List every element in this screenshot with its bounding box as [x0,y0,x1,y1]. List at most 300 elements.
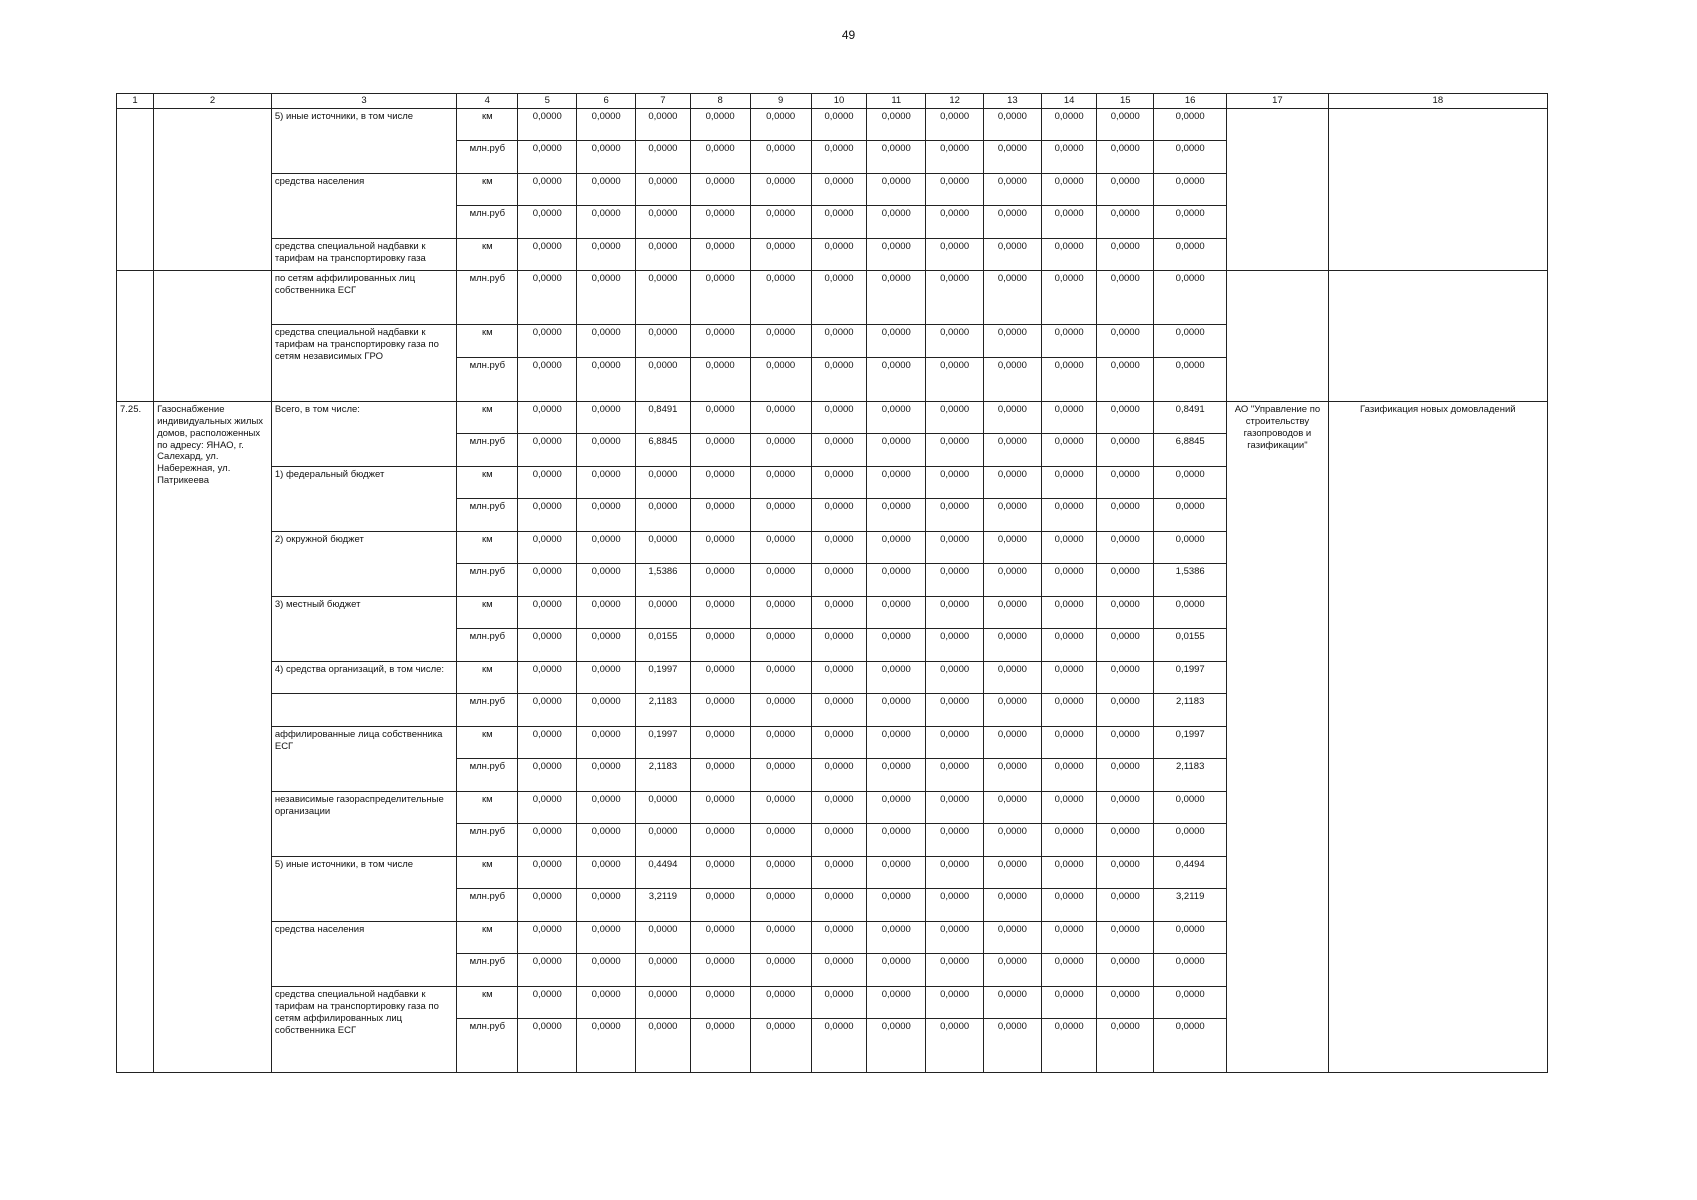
source-label: 4) средства организаций, в том числе: [271,661,456,694]
value-cell: 0,0155 [1154,629,1227,662]
value-cell: 0,0000 [926,889,984,922]
value-cell: 0,0000 [577,759,636,792]
value-cell: 0,0000 [518,726,577,759]
value-cell: 2,1183 [636,694,691,727]
value-cell: 0,0000 [984,401,1042,434]
investment-table [116,93,1548,1073]
source-label [271,694,456,727]
source-label: средства населения [271,173,456,238]
value-cell: 0,0000 [926,954,984,987]
value-cell: 0,1997 [636,726,691,759]
value-cell: 0,0000 [1041,466,1097,499]
source-label: Всего, в том числе: [271,401,456,466]
value-cell: 0,0000 [926,856,984,889]
value-cell: 0,0000 [750,173,811,206]
value-cell: 0,0000 [690,499,750,532]
value-cell: 0,0000 [636,824,691,857]
value-cell: 0,0000 [867,694,926,727]
value-cell: 0,0000 [811,108,867,141]
value-cell: 0,0000 [1097,531,1154,564]
value-cell: 0,0000 [750,564,811,597]
value-cell: 0,0000 [750,434,811,467]
value-cell: 0,0000 [750,271,811,325]
value-cell: 0,0000 [811,238,867,271]
value-cell: 0,0000 [636,1019,691,1073]
value-cell: 0,0000 [926,108,984,141]
value-cell: 0,0000 [690,325,750,358]
value-cell: 0,0000 [811,499,867,532]
value-cell: 0,0000 [926,921,984,954]
value-cell: 0,0000 [636,173,691,206]
value-cell: 0,0000 [984,141,1042,174]
value-cell: 0,0000 [636,271,691,325]
value-cell: 0,0000 [984,921,1042,954]
unit-cell: км [457,531,518,564]
unit-cell: млн.руб [457,954,518,987]
item-number-cell [117,271,154,402]
value-cell: 0,0000 [1041,986,1097,1019]
value-cell: 0,0000 [690,824,750,857]
unit-cell: км [457,466,518,499]
unit-cell: км [457,986,518,1019]
col-header: 10 [811,94,867,109]
value-cell: 0,0000 [518,986,577,1019]
value-cell: 0,0000 [518,499,577,532]
value-cell: 0,0000 [1041,238,1097,271]
executor-cell: АО "Управление по строительству газопроводов и газификации" [1227,401,1328,1073]
value-cell: 0,0000 [1154,466,1227,499]
value-cell: 0,0000 [867,856,926,889]
value-cell: 0,0000 [984,1019,1042,1073]
value-cell: 0,0000 [867,629,926,662]
value-cell: 0,0000 [518,694,577,727]
value-cell: 0,0000 [690,856,750,889]
unit-cell: млн.руб [457,759,518,792]
value-cell: 1,5386 [636,564,691,597]
value-cell: 0,0000 [636,325,691,358]
value-cell: 0,0000 [750,759,811,792]
value-cell: 0,0000 [867,986,926,1019]
value-cell: 0,0000 [750,1019,811,1073]
value-cell: 0,0000 [867,499,926,532]
unit-cell: млн.руб [457,206,518,239]
source-label: 1) федеральный бюджет [271,466,456,531]
value-cell: 0,0000 [690,921,750,954]
value-cell: 2,1183 [1154,759,1227,792]
value-cell: 0,0000 [518,206,577,239]
source-label: средства специальной надбавки к тарифам на транспортировку газа по сетям аффилированных лиц собственника ЕСГ [271,986,456,1073]
purpose-cell: Газификация новых домовладений [1328,401,1547,1073]
value-cell: 0,0000 [867,357,926,401]
unit-cell: км [457,726,518,759]
value-cell: 0,0000 [518,1019,577,1073]
value-cell: 0,0000 [984,173,1042,206]
value-cell: 0,0000 [750,889,811,922]
value-cell: 0,0000 [750,629,811,662]
col-header: 2 [154,94,272,109]
value-cell: 0,0000 [1041,271,1097,325]
value-cell: 0,0000 [811,434,867,467]
value-cell: 0,0000 [1154,271,1227,325]
value-cell: 0,0000 [1097,661,1154,694]
value-cell: 0,0000 [811,531,867,564]
value-cell: 0,0000 [867,954,926,987]
value-cell: 0,1997 [636,661,691,694]
purpose-cell [1328,271,1547,402]
value-cell: 0,0000 [984,694,1042,727]
value-cell: 0,0000 [1097,856,1154,889]
value-cell: 0,0000 [636,206,691,239]
value-cell: 0,0000 [1041,108,1097,141]
value-cell: 0,0000 [518,596,577,629]
value-cell: 0,0000 [690,564,750,597]
value-cell: 0,0000 [1097,889,1154,922]
value-cell: 0,0000 [1041,824,1097,857]
value-cell: 6,8845 [1154,434,1227,467]
value-cell: 0,0000 [518,954,577,987]
value-cell: 0,0000 [690,986,750,1019]
unit-cell: млн.руб [457,629,518,662]
value-cell: 0,0000 [1097,629,1154,662]
value-cell: 0,0000 [1097,954,1154,987]
unit-cell: млн.руб [457,357,518,401]
value-cell: 0,0000 [750,401,811,434]
value-cell: 0,0000 [811,466,867,499]
source-label: средства специальной надбавки к тарифам на транспортировку газа [271,238,456,271]
value-cell: 0,0000 [984,856,1042,889]
value-cell: 0,0000 [690,531,750,564]
value-cell: 0,0000 [1041,921,1097,954]
value-cell: 0,0000 [926,531,984,564]
value-cell: 0,0000 [577,357,636,401]
unit-cell: км [457,108,518,141]
source-label: 2) окружной бюджет [271,531,456,596]
value-cell: 0,0000 [984,824,1042,857]
value-cell: 0,0000 [867,173,926,206]
value-cell: 0,0000 [690,357,750,401]
value-cell: 0,0000 [984,954,1042,987]
col-header: 1 [117,94,154,109]
value-cell: 0,0000 [867,596,926,629]
value-cell: 0,0000 [867,661,926,694]
col-header: 4 [457,94,518,109]
value-cell: 0,0000 [984,564,1042,597]
value-cell: 0,0000 [577,629,636,662]
value-cell: 0,0000 [984,357,1042,401]
table-row [117,108,1548,141]
value-cell: 0,0000 [518,661,577,694]
value-cell: 0,0000 [926,141,984,174]
value-cell: 0,0000 [690,271,750,325]
value-cell: 0,0000 [811,1019,867,1073]
value-cell: 0,0000 [1041,954,1097,987]
value-cell: 0,4494 [1154,856,1227,889]
unit-cell: млн.руб [457,499,518,532]
col-header: 17 [1227,94,1328,109]
value-cell: 0,0000 [577,921,636,954]
value-cell: 0,0000 [750,694,811,727]
value-cell: 0,0000 [636,108,691,141]
value-cell: 0,0000 [984,629,1042,662]
value-cell: 0,0000 [577,856,636,889]
value-cell: 0,0000 [1097,694,1154,727]
value-cell: 0,0000 [750,856,811,889]
value-cell: 0,0000 [690,889,750,922]
value-cell: 0,0000 [1154,499,1227,532]
table-row [117,401,1548,434]
value-cell: 0,0000 [690,238,750,271]
value-cell: 0,0000 [636,238,691,271]
value-cell: 0,0000 [577,564,636,597]
value-cell: 0,0000 [984,466,1042,499]
value-cell: 0,0000 [636,499,691,532]
value-cell: 0,0000 [518,564,577,597]
value-cell: 0,1997 [1154,661,1227,694]
source-label: независимые газораспределительные организации [271,791,456,856]
source-label: 5) иные источники, в том числе [271,856,456,921]
value-cell: 0,0000 [518,759,577,792]
value-cell: 0,0000 [750,824,811,857]
item-name-cell: Газоснабжение индивидуальных жилых домов, расположенных по адресу: ЯНАО, г. Салехард, ул. Набережная, ул. Патрикеева [154,401,272,1073]
value-cell: 0,0000 [926,499,984,532]
value-cell: 0,0000 [750,499,811,532]
value-cell: 0,0000 [577,954,636,987]
value-cell: 0,0000 [1154,357,1227,401]
value-cell: 0,0000 [750,531,811,564]
value-cell: 0,0000 [1097,726,1154,759]
col-header: 7 [636,94,691,109]
value-cell: 0,0000 [926,401,984,434]
value-cell: 0,0000 [690,141,750,174]
value-cell: 0,0000 [636,141,691,174]
value-cell: 0,0000 [1097,564,1154,597]
value-cell: 0,0000 [750,141,811,174]
value-cell: 0,0000 [867,889,926,922]
col-header: 12 [926,94,984,109]
value-cell: 0,0000 [1041,401,1097,434]
value-cell: 0,0000 [1154,173,1227,206]
value-cell: 0,0000 [1041,661,1097,694]
value-cell: 0,0000 [1154,986,1227,1019]
value-cell: 0,0000 [1097,921,1154,954]
unit-cell: млн.руб [457,1019,518,1073]
value-cell: 0,0000 [577,726,636,759]
value-cell: 0,0000 [690,434,750,467]
value-cell: 0,0000 [1041,889,1097,922]
value-cell: 0,0000 [518,856,577,889]
value-cell: 0,0000 [811,921,867,954]
value-cell: 0,0000 [1097,206,1154,239]
value-cell: 0,0000 [1154,954,1227,987]
value-cell: 0,0000 [1097,141,1154,174]
item-number-cell: 7.25. [117,401,154,1073]
value-cell: 0,0000 [926,271,984,325]
value-cell: 0,0000 [518,325,577,358]
value-cell: 0,0000 [984,325,1042,358]
table-row [117,271,1548,325]
value-cell: 0,0000 [577,661,636,694]
unit-cell: км [457,661,518,694]
value-cell: 0,0000 [1041,694,1097,727]
value-cell: 0,0000 [518,434,577,467]
value-cell: 0,0000 [1041,726,1097,759]
value-cell: 0,0000 [984,531,1042,564]
value-cell: 0,0000 [926,173,984,206]
col-header: 11 [867,94,926,109]
value-cell: 0,0000 [1154,238,1227,271]
value-cell: 0,0000 [926,1019,984,1073]
value-cell: 0,4494 [636,856,691,889]
value-cell: 0,0000 [811,986,867,1019]
value-cell: 0,0000 [811,141,867,174]
value-cell: 0,0000 [1097,238,1154,271]
value-cell: 0,0000 [984,238,1042,271]
col-header: 6 [577,94,636,109]
value-cell: 0,0000 [1154,921,1227,954]
value-cell: 0,0000 [811,954,867,987]
value-cell: 0,0000 [577,206,636,239]
value-cell: 0,0000 [926,824,984,857]
value-cell: 0,0000 [750,466,811,499]
value-cell: 0,0000 [1097,759,1154,792]
value-cell: 0,0000 [926,759,984,792]
value-cell: 0,0000 [690,759,750,792]
value-cell: 0,0000 [984,791,1042,824]
value-cell: 0,0000 [690,629,750,662]
value-cell: 0,0000 [577,791,636,824]
value-cell: 0,0000 [518,357,577,401]
value-cell: 0,0000 [811,856,867,889]
value-cell: 0,0000 [867,531,926,564]
value-cell: 0,1997 [1154,726,1227,759]
value-cell: 0,0000 [1097,986,1154,1019]
value-cell: 0,0000 [518,791,577,824]
col-header: 15 [1097,94,1154,109]
value-cell: 0,0000 [690,661,750,694]
value-cell: 0,0000 [518,271,577,325]
value-cell: 0,0000 [1154,791,1227,824]
value-cell: 0,0000 [577,694,636,727]
value-cell: 0,0000 [1041,325,1097,358]
value-cell: 0,0000 [690,791,750,824]
value-cell: 0,0000 [1097,108,1154,141]
value-cell: 0,0000 [1041,629,1097,662]
value-cell: 0,0000 [577,986,636,1019]
value-cell: 0,8491 [636,401,691,434]
value-cell: 0,0000 [690,726,750,759]
value-cell: 0,0000 [811,206,867,239]
value-cell: 0,0000 [1041,499,1097,532]
value-cell: 0,0000 [1097,466,1154,499]
value-cell: 0,0000 [577,271,636,325]
value-cell: 0,0000 [750,596,811,629]
value-cell: 0,0000 [1154,325,1227,358]
value-cell: 0,0000 [1154,141,1227,174]
value-cell: 0,0000 [518,824,577,857]
value-cell: 0,0000 [867,238,926,271]
value-cell: 0,0000 [984,986,1042,1019]
value-cell: 0,0000 [577,173,636,206]
value-cell: 3,2119 [636,889,691,922]
unit-cell: млн.руб [457,141,518,174]
value-cell: 0,0000 [1041,206,1097,239]
unit-cell: км [457,791,518,824]
value-cell: 0,0000 [690,108,750,141]
value-cell: 0,0000 [1154,824,1227,857]
source-label: 3) местный бюджет [271,596,456,661]
unit-cell: км [457,596,518,629]
value-cell: 0,0000 [1154,596,1227,629]
value-cell: 0,0000 [867,1019,926,1073]
value-cell: 0,0000 [867,434,926,467]
value-cell: 0,0000 [811,271,867,325]
unit-cell: млн.руб [457,564,518,597]
value-cell: 0,0000 [926,791,984,824]
value-cell: 0,8491 [1154,401,1227,434]
value-cell: 0,0000 [577,466,636,499]
value-cell: 0,0000 [1154,531,1227,564]
value-cell: 0,0000 [984,499,1042,532]
value-cell: 0,0000 [926,596,984,629]
value-cell: 0,0000 [690,694,750,727]
value-cell: 0,0000 [867,921,926,954]
value-cell: 2,1183 [636,759,691,792]
value-cell: 0,0000 [811,759,867,792]
value-cell: 0,0000 [811,661,867,694]
value-cell: 0,0000 [577,325,636,358]
value-cell: 0,0000 [1154,108,1227,141]
value-cell: 0,0000 [1154,206,1227,239]
value-cell: 0,0000 [867,759,926,792]
value-cell: 0,0000 [926,466,984,499]
unit-cell: км [457,325,518,358]
value-cell: 0,0000 [1041,173,1097,206]
value-cell: 0,0000 [984,596,1042,629]
value-cell: 0,0000 [1097,499,1154,532]
value-cell: 0,0000 [984,206,1042,239]
value-cell: 0,0000 [1041,357,1097,401]
value-cell: 0,0000 [867,141,926,174]
value-cell: 0,0000 [636,357,691,401]
value-cell: 0,0000 [926,238,984,271]
unit-cell: км [457,401,518,434]
unit-cell: млн.руб [457,694,518,727]
column-number-row [117,94,1548,109]
value-cell: 3,2119 [1154,889,1227,922]
value-cell: 0,0000 [636,466,691,499]
source-label: по сетям аффилированных лиц собственника ЕСГ [271,271,456,325]
value-cell: 2,1183 [1154,694,1227,727]
value-cell: 0,0000 [636,954,691,987]
unit-cell: млн.руб [457,889,518,922]
value-cell: 6,8845 [636,434,691,467]
value-cell: 0,0000 [926,986,984,1019]
value-cell: 0,0000 [984,108,1042,141]
value-cell: 0,0000 [1041,531,1097,564]
value-cell: 0,0000 [1097,824,1154,857]
value-cell: 0,0000 [926,629,984,662]
value-cell: 0,0000 [811,694,867,727]
value-cell: 0,0000 [867,271,926,325]
value-cell: 0,0000 [690,401,750,434]
value-cell: 0,0000 [750,921,811,954]
value-cell: 0,0000 [1041,596,1097,629]
col-header: 8 [690,94,750,109]
value-cell: 0,0000 [518,889,577,922]
value-cell: 0,0000 [636,921,691,954]
value-cell: 0,0000 [867,564,926,597]
value-cell: 0,0000 [811,401,867,434]
